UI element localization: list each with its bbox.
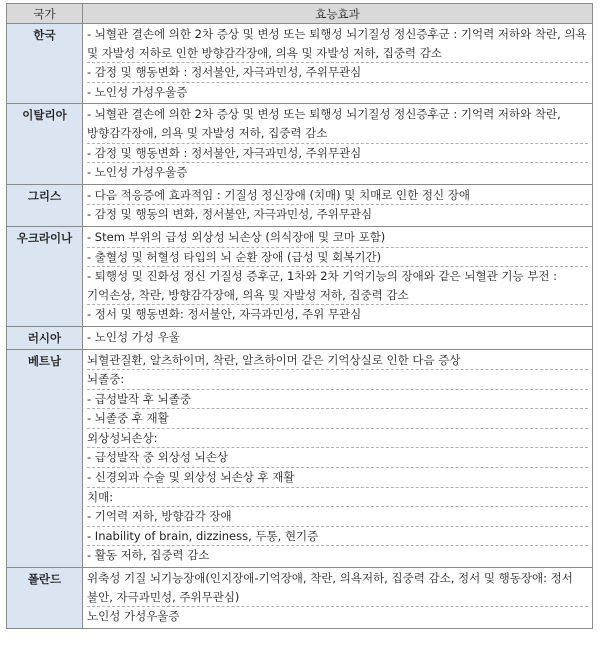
effect-cell bbox=[83, 568, 593, 629]
effect-line: - 노인성 가성우울증 bbox=[87, 82, 588, 102]
effect-line: - 감정 및 행동변화 : 정서불안, 자극과민성, 주위무관심 bbox=[87, 62, 588, 82]
effect-line: - Stem 부위의 급성 외상성 뇌손상 (의식장애 및 코마 포함) bbox=[87, 229, 386, 244]
effect-line: - 감정 및 행동변화 : 정서불안, 자극과민성, 주위무관심 bbox=[87, 143, 588, 163]
effect-line: - 퇴행성 및 진화성 정신 기질성 증후군, 1차와 2차 기억기능의 장애와 같은 뇌혈관 기능 부전 : 기억손상, 착란, 방향감각장애, 의욕 및 자발성 저하, 집중력 감소 bbox=[87, 266, 588, 304]
effect-line: - 정서 및 행동변화: 정서불안, 자극과민성, 주위 무관심 bbox=[87, 304, 588, 324]
effect-line: 뇌혈관질환, 알츠하이머, 착란, 알츠하이머 같은 기억상실로 인한 다음 증상 bbox=[87, 352, 461, 367]
effect-cell bbox=[83, 349, 593, 568]
effect-line: - 신경외과 수술 및 외상성 뇌손상 후 재활 bbox=[87, 467, 588, 487]
effect-line: 노인성 가성우울증 bbox=[87, 606, 588, 626]
effect-line: - 출혈성 및 허혈성 타입의 뇌 순환 장애 (급성 및 회복기간) bbox=[87, 247, 588, 267]
effect-line: - 활동 저하, 집중력 감소 bbox=[87, 545, 588, 565]
country-cell: 한국 bbox=[7, 24, 83, 104]
header-country: 국가 bbox=[7, 4, 83, 24]
header-row bbox=[7, 4, 593, 24]
efficacy-table bbox=[6, 3, 593, 629]
table-row bbox=[7, 326, 593, 349]
effect-line: - 기억력 저하, 방향감각 장애 bbox=[87, 506, 588, 526]
country-cell: 러시아 bbox=[7, 326, 83, 349]
country-cell: 폴란드 bbox=[7, 568, 83, 629]
effect-cell bbox=[83, 24, 593, 104]
table-row bbox=[7, 104, 593, 184]
effect-line: 뇌졸중: bbox=[87, 369, 588, 389]
effect-line: 위축성 기질 뇌기능장애(인지장애-기억장애, 착란, 의욕저하, 집중력 감소, 정서 및 행동장애: 정서 불안, 자극과민성, 주위무관심) bbox=[87, 571, 573, 604]
effect-line: - 뇌졸중 후 재활 bbox=[87, 408, 588, 428]
country-cell: 그리스 bbox=[7, 184, 83, 226]
effect-cell bbox=[83, 226, 593, 326]
effect-line: - 노인성 가성우울증 bbox=[87, 162, 588, 182]
effect-line: - 감정 및 행동의 변화, 정서불안, 자극과민성, 주위무관심 bbox=[87, 204, 588, 224]
effect-line: - 뇌혈관 결손에 의한 2차 증상 및 변성 또는 퇴행성 뇌기질성 정신증후군 : 기억력 저하와 착란, 의욕 및 자발성 저하로 인한 방향감각장애, 의욕 및 자발성 저하, 집중력 감소 bbox=[87, 27, 587, 60]
table-row bbox=[7, 24, 593, 104]
effect-line: - 급성발작 중 외상성 뇌손상 bbox=[87, 447, 588, 467]
effect-line: - Inability of brain, dizziness, 두통, 현기증 bbox=[87, 526, 588, 546]
effect-line: - 급성발작 후 뇌졸중 bbox=[87, 389, 588, 409]
table-row bbox=[7, 349, 593, 568]
effect-cell bbox=[83, 104, 593, 184]
effect-line: - 다음 적응증에 효과적임 : 기질성 정신장애 (치매) 및 치매로 인한 정신 장애 bbox=[87, 187, 471, 202]
country-cell: 우크라이나 bbox=[7, 226, 83, 326]
table-row bbox=[7, 226, 593, 326]
effect-line: - 노인성 가성 우울 bbox=[87, 329, 180, 344]
table-row bbox=[7, 184, 593, 226]
country-cell: 베트남 bbox=[7, 349, 83, 568]
table-body bbox=[7, 24, 593, 629]
effect-cell bbox=[83, 326, 593, 349]
effect-cell bbox=[83, 184, 593, 226]
effect-line: 외상성뇌손상: bbox=[87, 428, 588, 448]
effect-line: - 뇌혈관 결손에 의한 2차 증상 및 변성 또는 퇴행성 뇌기질성 정신증후군 : 기억력 저하와 착란, 방향감각장애, 의욕 및 자발성 저하, 집중력 감소 bbox=[87, 107, 561, 140]
header-effect: 효능효과 bbox=[83, 4, 593, 24]
table-row bbox=[7, 568, 593, 629]
effect-line: 치매: bbox=[87, 487, 588, 507]
country-cell: 이탈리아 bbox=[7, 104, 83, 184]
